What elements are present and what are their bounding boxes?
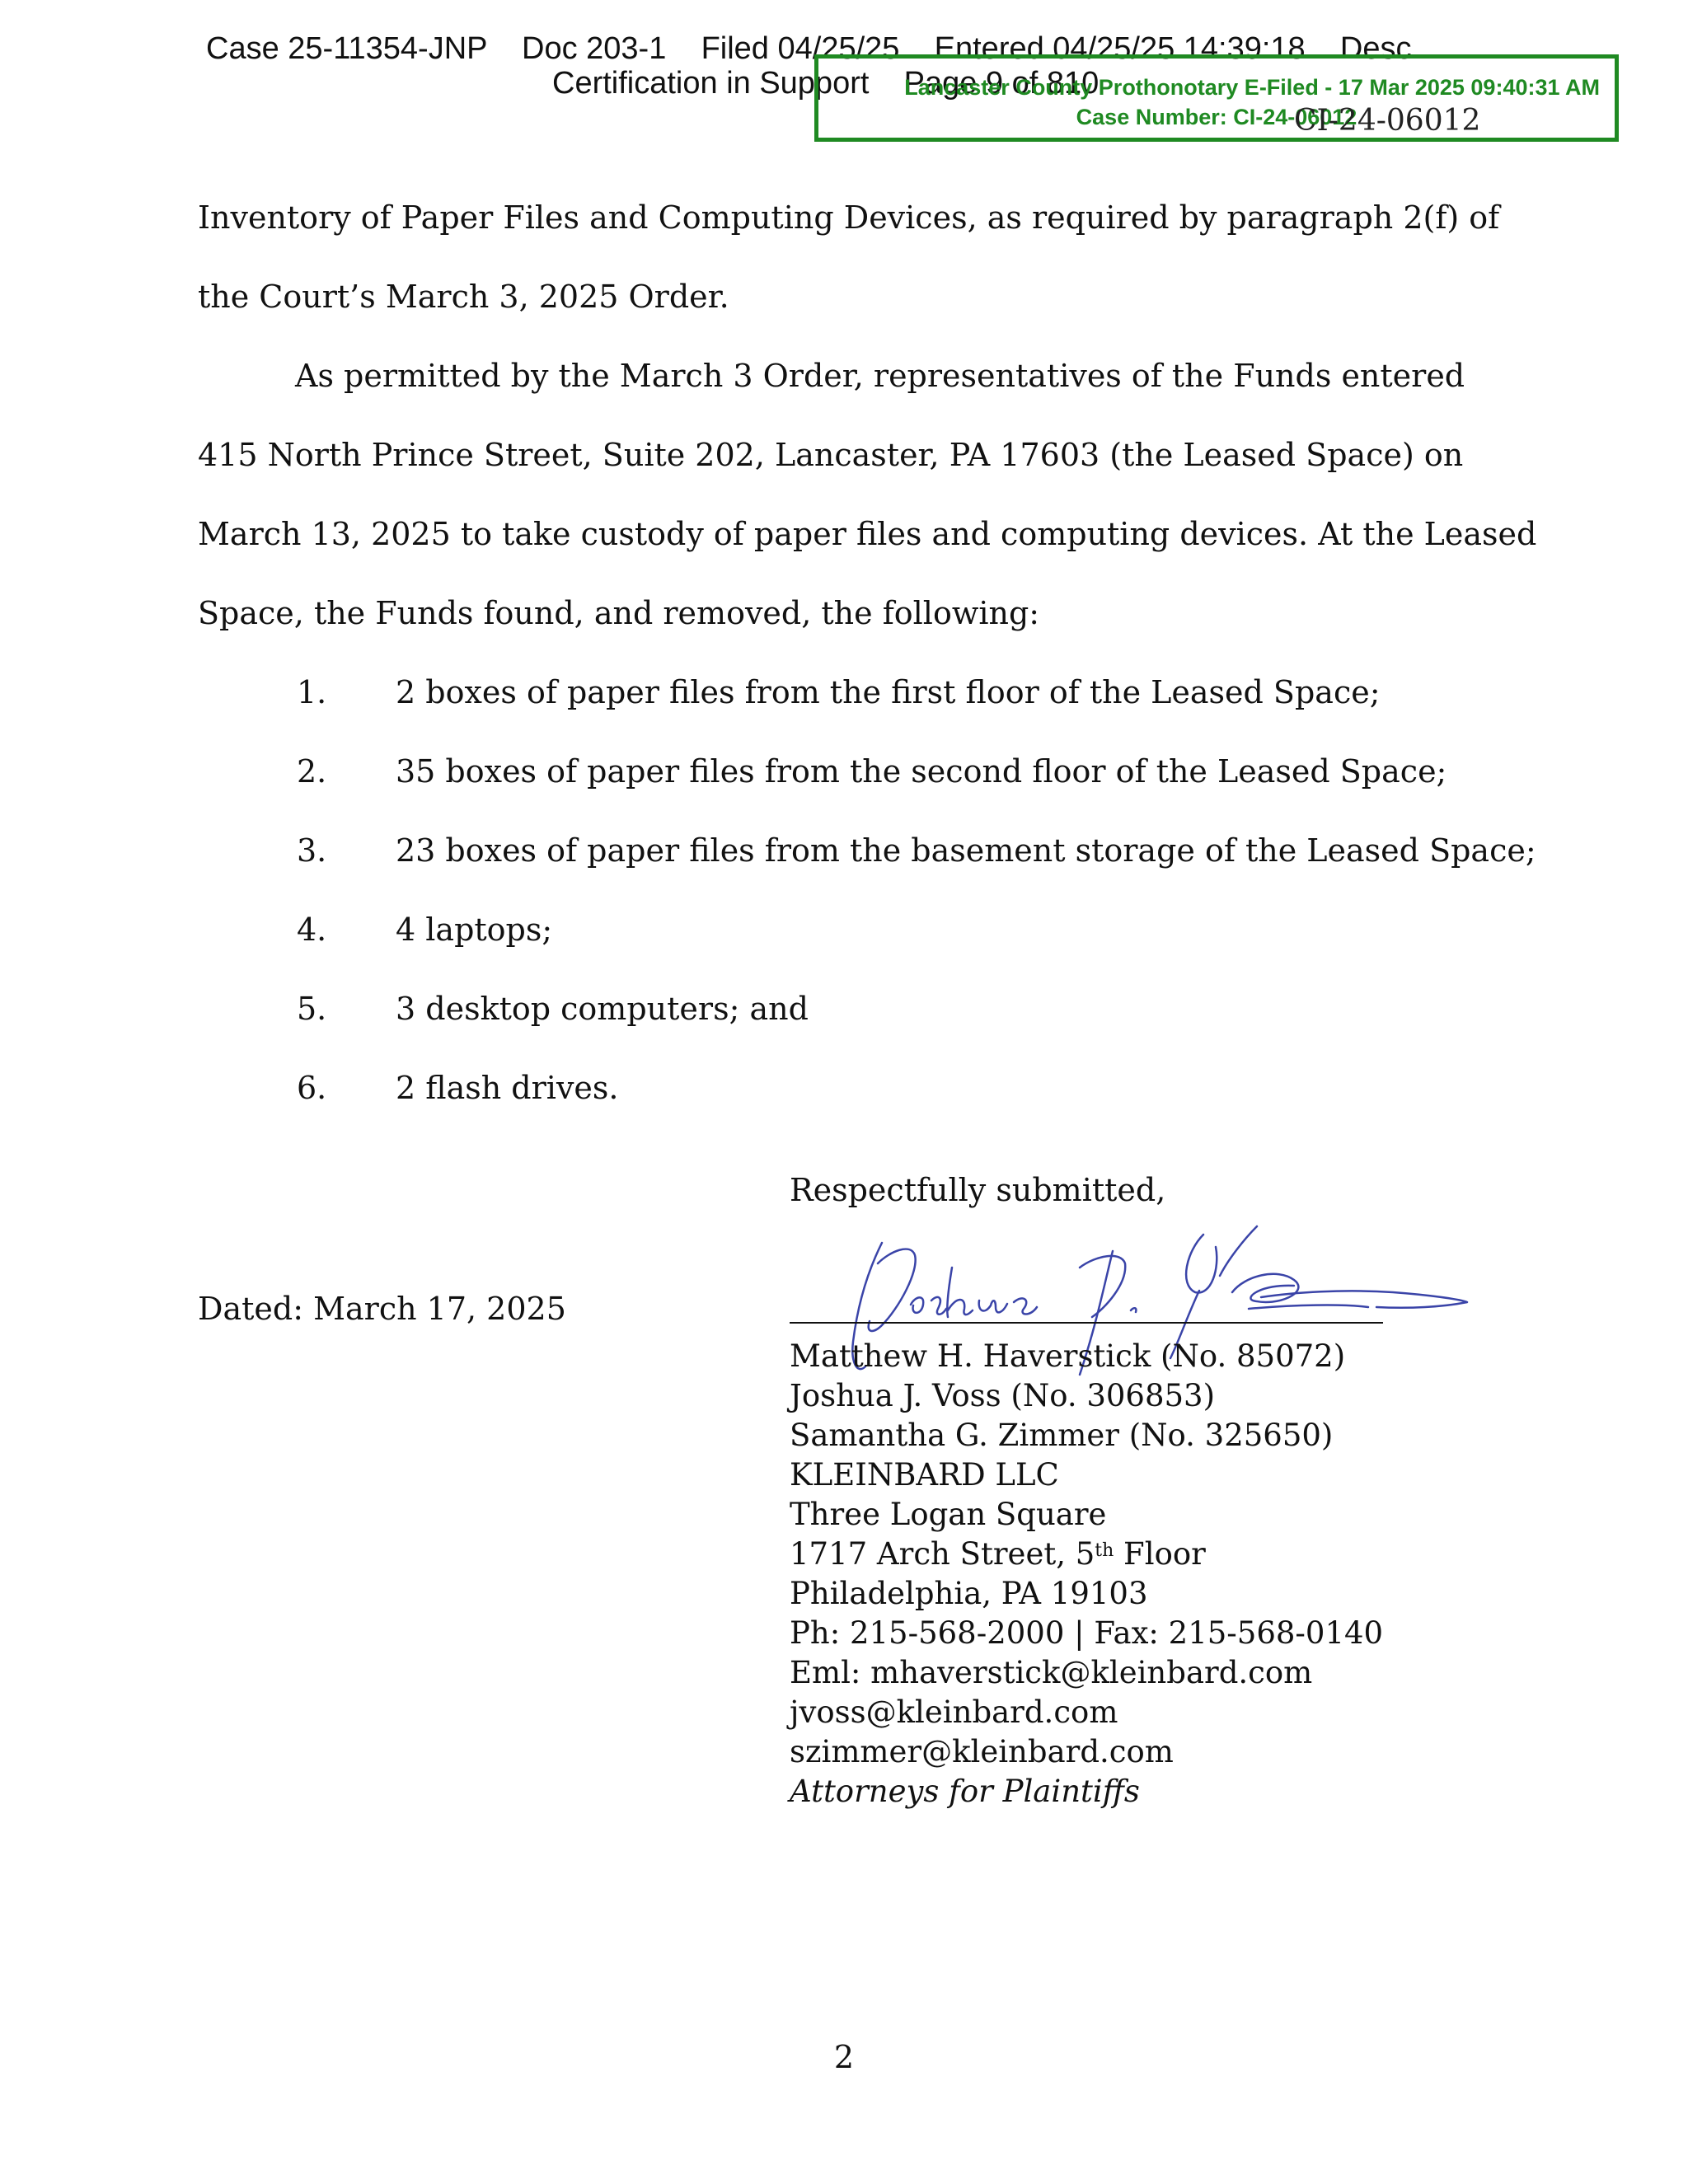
paragraph-2-line-1: As permitted by the March 3 Order, representatives of the Funds entered <box>295 358 1465 394</box>
efiling-stamp-line-2: Case Number: CI-24-06012 <box>1076 105 1357 129</box>
dated-line: Dated: March 17, 2025 <box>198 1291 566 1327</box>
efiling-stamp-line-1: Lancaster County Prothonotary E-Filed - 17 Mar 2025 09:40:31 AM <box>904 75 1600 100</box>
email-3: szimmer@kleinbard.com <box>790 1734 1174 1769</box>
address-line-1: Three Logan Square <box>790 1497 1107 1532</box>
address-line-3: Philadelphia, PA 19103 <box>790 1576 1148 1611</box>
list-item-number: 2. <box>297 753 327 790</box>
efiling-stamp <box>814 54 1619 142</box>
address-line-2 <box>790 1535 1206 1574</box>
attorney-role: Attorneys for Plaintiffs <box>790 1774 1140 1809</box>
list-item-number: 6. <box>297 1070 327 1106</box>
list-item-number: 5. <box>297 991 327 1027</box>
counsel-name-3: Samantha G. Zimmer (No. 325650) <box>790 1418 1334 1453</box>
list-item-number: 4. <box>297 912 327 948</box>
email-2: jvoss@kleinbard.com <box>790 1694 1118 1730</box>
case-number: CI-24-06012 <box>1294 104 1481 138</box>
page-number: 2 <box>833 2039 855 2075</box>
counsel-name-2: Joshua J. Voss (No. 306853) <box>790 1378 1216 1413</box>
list-item: 2 flash drives. <box>396 1070 619 1106</box>
list-item: 3 desktop computers; and <box>396 991 809 1027</box>
paragraph-2-line-4: Space, the Funds found, and removed, the following: <box>198 595 1040 631</box>
list-item-number: 3. <box>297 832 327 869</box>
phone-fax: Ph: 215-568-2000 | Fax: 215-568-0140 <box>790 1615 1384 1651</box>
court-header-line-2: Certification in Support Page 9 of 810 <box>552 66 1100 101</box>
signature-line <box>790 1322 1383 1324</box>
counsel-name-1: Matthew H. Haverstick (No. 85072) <box>790 1338 1346 1374</box>
address-line-2-end: Floor <box>1114 1536 1206 1572</box>
list-item: 4 laptops; <box>396 912 553 948</box>
paragraph-2-line-3: March 13, 2025 to take custody of paper files and computing devices. At the Leased <box>198 516 1537 552</box>
paragraph-1-line-1: Inventory of Paper Files and Computing Devices, as required by paragraph 2(f) of <box>198 199 1500 236</box>
email-1: Eml: mhaverstick@kleinbard.com <box>790 1655 1313 1690</box>
list-item-number: 1. <box>297 674 327 710</box>
list-item: 23 boxes of paper files from the basement storage of the Leased Space; <box>396 832 1536 869</box>
paragraph-2-line-2: 415 North Prince Street, Suite 202, Lancaster, PA 17603 (the Leased Space) on <box>198 437 1464 473</box>
list-item: 35 boxes of paper files from the second floor of the Leased Space; <box>396 753 1447 790</box>
list-item: 2 boxes of paper files from the first floor of the Leased Space; <box>396 674 1381 710</box>
firm-name: KLEINBARD LLC <box>790 1457 1059 1493</box>
address-line-2-ordinal: th <box>1095 1540 1114 1561</box>
address-line-2-main: 1717 Arch Street, 5 <box>790 1536 1095 1572</box>
paragraph-1-line-2: the Court’s March 3, 2025 Order. <box>198 279 729 315</box>
court-header-line-1: Case 25-11354-JNP Doc 203-1 Filed 04/25/25 Entered 04/25/25 14:39:18 Desc <box>206 31 1412 66</box>
closing-respectfully: Respectfully submitted, <box>790 1172 1166 1208</box>
